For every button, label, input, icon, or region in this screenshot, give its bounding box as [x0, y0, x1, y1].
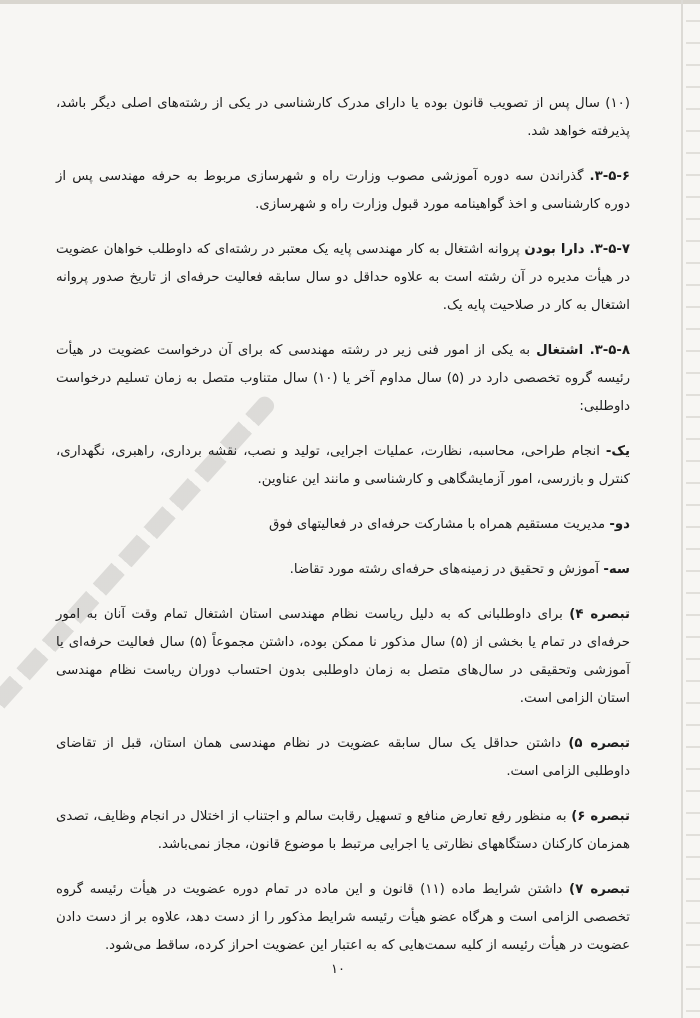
top-edge-shadow — [0, 0, 700, 4]
note-4: تبصره ۴) برای داوطلبانی که به دلیل ریاست نظام مهندسی استان اشتغال تمام وقت آنان به امور حرفه‌ای در تمام یا بخشی از (۵) سال مذکور نا ممکن بوده، داشتن مجموعاً (۵) سال فعالیت حرفه‌ای یا آموزشی وتحقیقی در سال‌های متصل به زمان داوطلبی بدون احتساب دوران ریاست نظام مهندسی استان الزامی است. — [56, 607, 630, 706]
clause-3-5-6: ۳-۵-۶. گذراندن سه دوره آموزشی مصوب وزارت راه و شهرسازی مربوط به حرفه مهندسی پس از دوره کارشناسی و اخذ گواهینامه مورد قبول وزارت راه و شهرسازی. — [56, 169, 630, 212]
note-5: تبصره ۵) داشتن حداقل یک سال سابقه عضویت در نظام مهندسی همان استان، قبل از تقاضای داوطلبی الزامی است. — [56, 736, 630, 779]
clause-3-5-8: ۳-۵-۸. اشتغال به یکی از امور فنی زیر در رشته مهندسی که برای آن درخواست عضویت در هیأت رئیسه گروه تخصصی دارد در (۵) سال مداوم آخر یا (۱۰) سال متناوب متصل به زمان تسلیم درخواست داوطلبی: — [56, 343, 631, 414]
clause-3-5-7: ۳-۵-۷. دارا بودن پروانه اشتغال به کار مهندسی پایه یک معتبر در رشته‌ای که داوطلب خواهان عضویت در هیأت مدیره در آن رشته است به علاوه حداقل دو سال سابقه فعالیت حرفه‌ای از تاریخ صدور پروانه اشتغال به کار در صلاحیت پایه یک. — [56, 242, 630, 313]
note-6: تبصره ۶) به منظور رفع تعارض منافع و تسهیل رقابت سالم و اجتناب از اختلال در انجام وظایف، تصدی همزمان کارکنان دستگاههای نظارتی یا اجرایی مرتبط با موضوع قانون، مجاز نمی‌باشد. — [56, 809, 630, 852]
binder-line — [681, 0, 683, 1018]
document-body — [56, 90, 630, 977]
note-7: تبصره ۷) داشتن شرایط ماده (۱۱) قانون و این ماده در تمام دوره عضویت در هیأت رئیسه گروه تخصصی الزامی است و هرگاه عضو هیأت رئیسه شرایط مذکور را از دست دهد، علاوه بر از دست دادن عضویت در هیأت رئیسه از کلیه سمت‌هایی که به اعتبار این عضویت احراز کرده، ساقط می‌شود. — [56, 882, 630, 953]
item-three: سه- آموزش و تحقیق در زمینه‌های حرفه‌ای رشته مورد تقاضا. — [289, 562, 630, 577]
paragraph: (۱۰) سال پس از تصویب قانون بوده یا دارای مدرک کارشناسی در یکی از رشته‌های اصلی دیگر باشد، پذیرفته خواهد شد. — [56, 96, 630, 139]
item-one: یک- انجام طراحی، محاسبه، نظارت، عملیات اجرایی، تولید و نصب، نقشه برداری، راهبری، نگهداری، کنترل و بازرسی، امور آزمایشگاهی و کارشناسی و مانند این عناوین. — [56, 444, 630, 487]
page-number: ۱۰ — [331, 962, 345, 977]
item-two: دو- مدیریت مستقیم همراه با مشارکت حرفه‌ای در فعالیتهای فوق — [269, 517, 630, 532]
binder-edge — [686, 0, 700, 1018]
